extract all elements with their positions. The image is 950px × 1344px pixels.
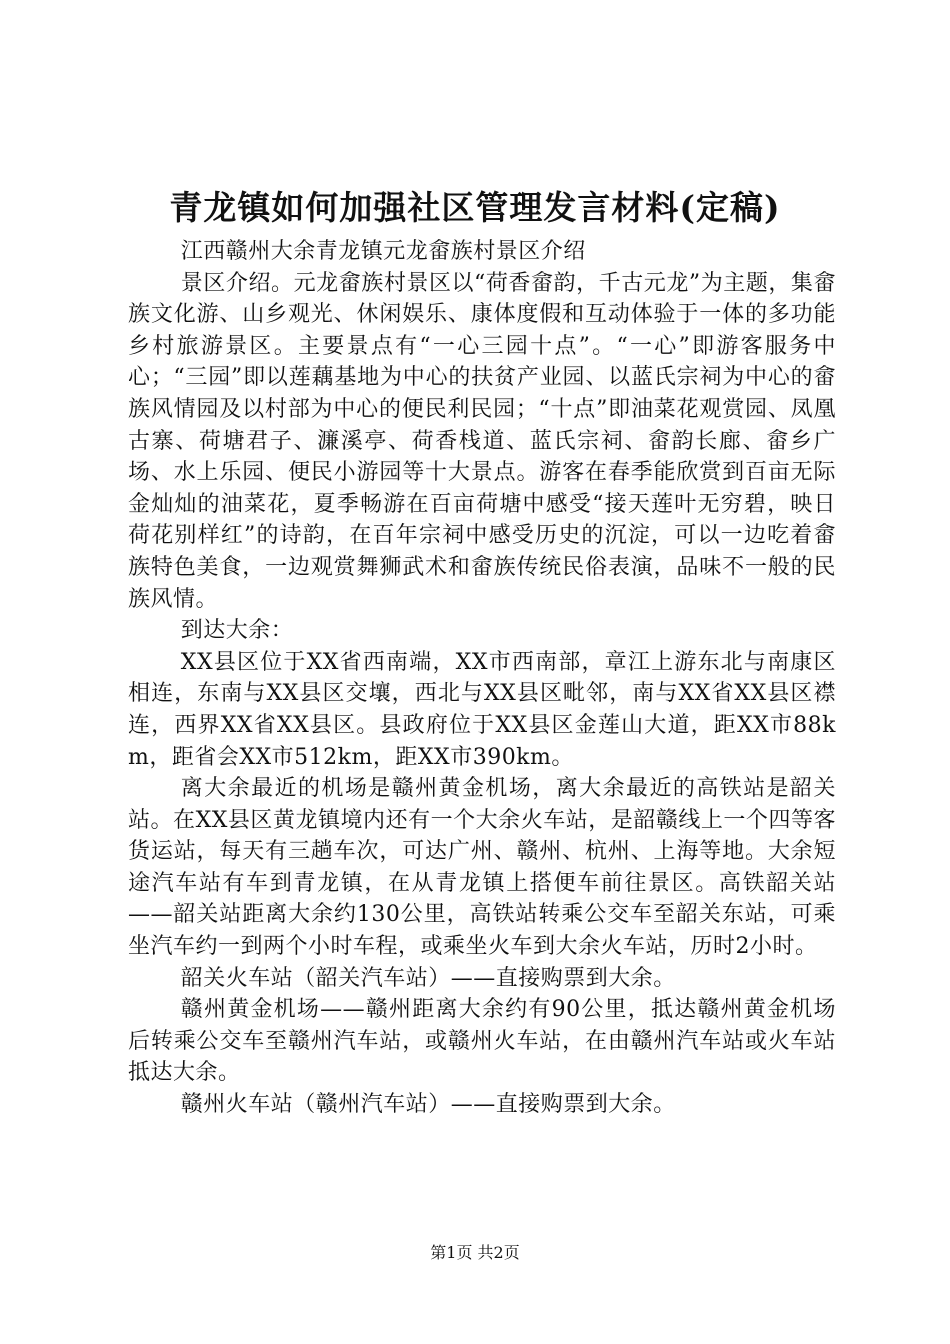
paragraph-subtitle: 江西赣州大余青龙镇元龙畲族村景区介绍 [180, 239, 586, 264]
paragraph-ganzhou-airport: 赣州黄金机场——赣州距离大余约有90公里，抵达赣州黄金机场后转乘公交车至赣州汽车站，或赣州火车站，在由赣州汽车站或火车站抵达大余。 [128, 997, 836, 1086]
paragraph-county-location: XX县区位于XX省西南端，XX市西南部，章江上游东北与南康区相连，东南与XX县区交壤，西北与XX县区毗邻，南与XX省XX县区襟连，西界XX省XX县区。县政府位于XX县区金莲山大道，距XX市88km，距省会XX市512km，距XX市390km。 [128, 649, 836, 770]
paragraph-shaoguan-station: 韶关火车站（韶关汽车站）——直接购票到大余。 [180, 965, 676, 991]
page-number-footer: 第1页 共2页 [430, 1243, 520, 1262]
paragraph-scenic-intro: 景区介绍。元龙畲族村景区以“荷香畲韵，千古元龙”为主题，集畲族文化游、山乡观光、休闲娱乐、康体度假和互动体验于一体的多功能乡村旅游景区。主要景点有“一心三园十点”。“一心”即游客服务中心；“三园”即以莲藕基地为中心的扶贫产业园、以蓝氏宗祠为中心的畲族风情园及以村部为中心的便民利民园；“十点”即油菜花观赏园、凤凰古寨、荷塘君子、濂溪亭、荷香栈道、蓝氏宗祠、畲韵长廊、畲乡广场、水上乐园、便民小游园等十大景点。游客在春季能欣赏到百亩无际金灿灿的油菜花，夏季畅游在百亩荷塘中感受“接天莲叶无穷碧，映日荷花别样红”的诗韵，在百年宗祠中感受历史的沉淀，可以一边吃着畲族特色美食，一边观赏舞狮武术和畲族传统民俗表演，品味不一般的民族风情。 [128, 270, 836, 612]
paragraph-arrival-heading: 到达大余： [180, 618, 294, 644]
document-body [128, 236, 836, 1121]
document-title: 青龙镇如何加强社区管理发言材料(定稿) [169, 188, 781, 227]
paragraph-transport: 离大余最近的机场是赣州黄金机场，离大余最近的高铁站是韶关站。在XX县区黄龙镇境内还有一个大余火车站，是韶赣线上一个四等客货运站，每天有三趟车次，可达广州、赣州、杭州、上海等地。大余短途汽车站有车到青龙镇，在从青龙镇上搭便车前往景区。高铁韶关站——韶关站距离大余约130公里，高铁站转乘公交车至韶关东站，可乘坐汽车约一到两个小时车程，或乘坐火车到大余火车站，历时2小时。 [128, 776, 836, 960]
paragraph-ganzhou-station: 赣州火车站（赣州汽车站）——直接购票到大余。 [180, 1092, 676, 1118]
